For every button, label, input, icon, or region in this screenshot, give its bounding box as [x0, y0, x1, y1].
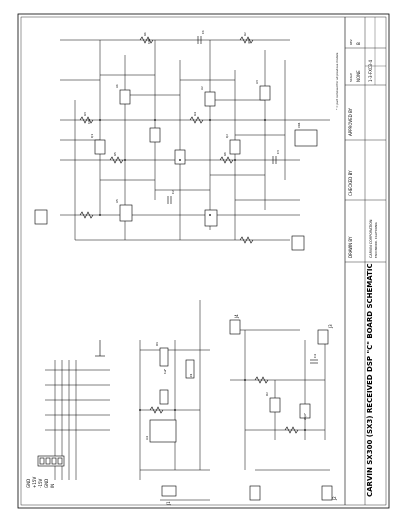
connector-bottom-right: [322, 486, 332, 500]
label-u3: U3: [255, 80, 259, 84]
label-vr1: VR1: [297, 122, 301, 128]
company-name: CARVIN CORPORATION: [369, 219, 373, 258]
label-d2: D2: [265, 392, 269, 396]
connector-mid: [318, 330, 328, 344]
label-c3: C3: [276, 150, 280, 154]
input-jack: [35, 210, 47, 224]
connector-pin-5: IN: [50, 483, 55, 488]
lower-left-components: [38, 340, 194, 496]
parts-note: * = part removed for all previous models: [335, 52, 339, 110]
connector-pin-3: -15V: [38, 478, 43, 488]
label-c2: C2: [171, 190, 175, 194]
label-r3: R3: [83, 112, 87, 116]
label-j2: J2: [332, 496, 337, 500]
label-d1: D1: [155, 342, 159, 346]
lower-left-circuit: [45, 300, 210, 500]
regulator-chip: [150, 420, 176, 442]
connector-pin-4: GND: [44, 478, 49, 488]
value-01: .01: [189, 373, 193, 378]
connector-pin-1: GND: [26, 478, 31, 488]
value-10k: 10K: [147, 38, 151, 44]
lower-right-components: [230, 320, 332, 500]
scale-label: SCALE: [349, 73, 353, 82]
value-22pf: 22pF: [303, 413, 307, 420]
label-u1: U1: [115, 84, 119, 88]
title-block: [335, 17, 386, 505]
label-c1: C1: [201, 30, 205, 34]
company-sub: ESCONDIDO, CALIFORNIA: [374, 222, 378, 258]
value-47k: 47K: [247, 38, 251, 44]
drawing-title: CARVIN SX300 (SX3) RECEIVED DSP "C" BOARD SCHEMATIC: [366, 263, 374, 497]
scale-value: NONE: [356, 70, 361, 82]
label-c4: C4: [313, 354, 317, 358]
value-1uf: 1uF: [163, 368, 167, 374]
label-j1: J1: [166, 501, 171, 505]
label-u2: U2: [200, 86, 204, 90]
label-q2: Q2: [225, 134, 229, 138]
checked-by-label: CHECKED BY: [348, 170, 353, 196]
approved-by-label: APPROVED BY: [348, 107, 353, 136]
label-r1: R1: [143, 32, 147, 36]
label-u4: U4: [145, 436, 149, 440]
connector-pin-2: +15V: [32, 476, 37, 488]
label-r5: R5: [113, 152, 117, 156]
rev-value: B: [356, 42, 361, 45]
rev-label: REV: [349, 39, 353, 45]
connector-bottom-left: [250, 486, 260, 500]
output-jack: [292, 236, 304, 250]
label-r6: R6: [223, 152, 227, 156]
value-100: 100: [87, 118, 91, 124]
label-u5: U5: [115, 199, 119, 203]
label-j3: J3: [328, 324, 333, 328]
connector-top: [230, 320, 240, 334]
label-r4: R4: [193, 112, 197, 116]
label-r2: R2: [243, 32, 247, 36]
label-q1: Q1: [90, 134, 94, 138]
component-labels: [26, 30, 337, 506]
upper-components: [35, 36, 317, 250]
label-j4: J4: [234, 314, 239, 318]
drawing-number: 1-3-FXC3-4: [368, 59, 373, 82]
drawn-by-label: DRAWN BY: [348, 236, 353, 258]
